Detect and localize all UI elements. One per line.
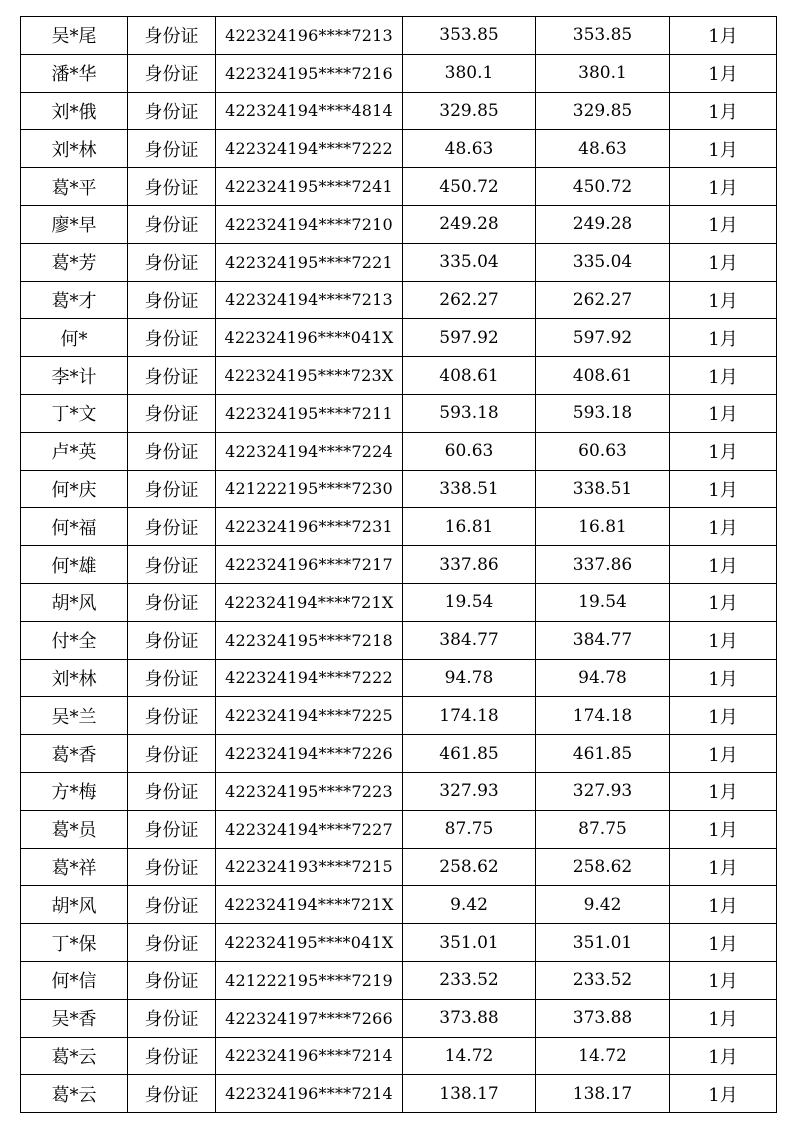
table-row <box>21 735 777 773</box>
amount-cell: 338.51 <box>403 470 536 508</box>
table-row <box>21 659 777 697</box>
id-number-cell: 422324196****7214 <box>216 1037 403 1075</box>
month-cell: 1月 <box>670 1037 777 1075</box>
amount-cell: 327.93 <box>403 772 536 810</box>
amount-cell: 373.88 <box>403 999 536 1037</box>
table-row <box>21 999 777 1037</box>
name-cell: 方*梅 <box>21 772 128 810</box>
amount-cell: 262.27 <box>403 281 536 319</box>
id-number-cell: 422324194****7222 <box>216 659 403 697</box>
amount-cell: 408.61 <box>403 357 536 395</box>
id-number-cell: 422324196****7217 <box>216 546 403 584</box>
name-cell: 刘*林 <box>21 659 128 697</box>
name-cell: 吴*香 <box>21 999 128 1037</box>
id-number-cell: 422324193****7215 <box>216 848 403 886</box>
name-cell: 葛*云 <box>21 1075 128 1113</box>
name-cell: 葛*云 <box>21 1037 128 1075</box>
amount-cell: 461.85 <box>403 735 536 773</box>
table-row <box>21 508 777 546</box>
month-cell: 1月 <box>670 357 777 395</box>
id-number-cell: 422324195****723X <box>216 357 403 395</box>
id-type-cell: 身份证 <box>128 508 216 546</box>
id-type-cell: 身份证 <box>128 697 216 735</box>
month-cell: 1月 <box>670 130 777 168</box>
month-cell: 1月 <box>670 810 777 848</box>
name-cell: 何*雄 <box>21 546 128 584</box>
table-row <box>21 697 777 735</box>
month-cell: 1月 <box>670 1075 777 1113</box>
table-row <box>21 961 777 999</box>
id-number-cell: 422324195****7241 <box>216 168 403 206</box>
month-cell: 1月 <box>670 54 777 92</box>
name-cell: 李*计 <box>21 357 128 395</box>
paid-amount-cell: 593.18 <box>536 394 670 432</box>
month-cell: 1月 <box>670 432 777 470</box>
name-cell: 吴*兰 <box>21 697 128 735</box>
table-row <box>21 1037 777 1075</box>
paid-amount-cell: 16.81 <box>536 508 670 546</box>
id-type-cell: 身份证 <box>128 886 216 924</box>
month-cell: 1月 <box>670 546 777 584</box>
id-number-cell: 422324195****7221 <box>216 243 403 281</box>
id-number-cell: 422324194****7224 <box>216 432 403 470</box>
id-type-cell: 身份证 <box>128 659 216 697</box>
name-cell: 何*福 <box>21 508 128 546</box>
id-type-cell: 身份证 <box>128 470 216 508</box>
id-type-cell: 身份证 <box>128 92 216 130</box>
id-type-cell: 身份证 <box>128 772 216 810</box>
paid-amount-cell: 380.1 <box>536 54 670 92</box>
name-cell: 卢*英 <box>21 432 128 470</box>
name-cell: 葛*祥 <box>21 848 128 886</box>
name-cell: 吴*尾 <box>21 17 128 55</box>
amount-cell: 9.42 <box>403 886 536 924</box>
month-cell: 1月 <box>670 508 777 546</box>
month-cell: 1月 <box>670 281 777 319</box>
month-cell: 1月 <box>670 92 777 130</box>
id-type-cell: 身份证 <box>128 546 216 584</box>
table-row <box>21 17 777 55</box>
id-type-cell: 身份证 <box>128 281 216 319</box>
id-type-cell: 身份证 <box>128 735 216 773</box>
month-cell: 1月 <box>670 621 777 659</box>
id-type-cell: 身份证 <box>128 1075 216 1113</box>
name-cell: 刘*林 <box>21 130 128 168</box>
paid-amount-cell: 14.72 <box>536 1037 670 1075</box>
id-number-cell: 422324195****7216 <box>216 54 403 92</box>
amount-cell: 48.63 <box>403 130 536 168</box>
table-row <box>21 281 777 319</box>
name-cell: 刘*俄 <box>21 92 128 130</box>
amount-cell: 233.52 <box>403 961 536 999</box>
id-number-cell: 422324195****7211 <box>216 394 403 432</box>
table-row <box>21 621 777 659</box>
amount-cell: 335.04 <box>403 243 536 281</box>
id-type-cell: 身份证 <box>128 319 216 357</box>
id-type-cell: 身份证 <box>128 1037 216 1075</box>
name-cell: 葛*员 <box>21 810 128 848</box>
name-cell: 葛*香 <box>21 735 128 773</box>
paid-amount-cell: 87.75 <box>536 810 670 848</box>
month-cell: 1月 <box>670 848 777 886</box>
id-type-cell: 身份证 <box>128 357 216 395</box>
paid-amount-cell: 48.63 <box>536 130 670 168</box>
id-type-cell: 身份证 <box>128 924 216 962</box>
paid-amount-cell: 338.51 <box>536 470 670 508</box>
amount-cell: 329.85 <box>403 92 536 130</box>
paid-amount-cell: 597.92 <box>536 319 670 357</box>
id-number-cell: 422324196****7214 <box>216 1075 403 1113</box>
month-cell: 1月 <box>670 394 777 432</box>
id-type-cell: 身份证 <box>128 961 216 999</box>
table-row <box>21 810 777 848</box>
month-cell: 1月 <box>670 243 777 281</box>
id-number-cell: 421222195****7219 <box>216 961 403 999</box>
month-cell: 1月 <box>670 659 777 697</box>
amount-cell: 353.85 <box>403 17 536 55</box>
paid-amount-cell: 329.85 <box>536 92 670 130</box>
name-cell: 付*全 <box>21 621 128 659</box>
name-cell: 丁*保 <box>21 924 128 962</box>
month-cell: 1月 <box>670 999 777 1037</box>
month-cell: 1月 <box>670 319 777 357</box>
paid-amount-cell: 337.86 <box>536 546 670 584</box>
id-type-cell: 身份证 <box>128 168 216 206</box>
id-number-cell: 422324194****7213 <box>216 281 403 319</box>
table-row <box>21 1075 777 1113</box>
amount-cell: 249.28 <box>403 205 536 243</box>
amount-cell: 174.18 <box>403 697 536 735</box>
id-number-cell: 422324196****7213 <box>216 17 403 55</box>
paid-amount-cell: 450.72 <box>536 168 670 206</box>
month-cell: 1月 <box>670 961 777 999</box>
name-cell: 何* <box>21 319 128 357</box>
amount-cell: 60.63 <box>403 432 536 470</box>
amount-cell: 258.62 <box>403 848 536 886</box>
paid-amount-cell: 384.77 <box>536 621 670 659</box>
amount-cell: 384.77 <box>403 621 536 659</box>
month-cell: 1月 <box>670 886 777 924</box>
month-cell: 1月 <box>670 470 777 508</box>
paid-amount-cell: 249.28 <box>536 205 670 243</box>
amount-cell: 351.01 <box>403 924 536 962</box>
table-row <box>21 54 777 92</box>
name-cell: 胡*风 <box>21 583 128 621</box>
name-cell: 廖*早 <box>21 205 128 243</box>
id-number-cell: 422324196****041X <box>216 319 403 357</box>
payroll-table <box>20 16 777 1113</box>
table-row <box>21 357 777 395</box>
month-cell: 1月 <box>670 168 777 206</box>
table-row <box>21 92 777 130</box>
id-type-cell: 身份证 <box>128 243 216 281</box>
table-row <box>21 432 777 470</box>
month-cell: 1月 <box>670 17 777 55</box>
id-type-cell: 身份证 <box>128 17 216 55</box>
amount-cell: 19.54 <box>403 583 536 621</box>
amount-cell: 380.1 <box>403 54 536 92</box>
id-type-cell: 身份证 <box>128 130 216 168</box>
table-row <box>21 924 777 962</box>
table-row <box>21 205 777 243</box>
table-row <box>21 243 777 281</box>
id-type-cell: 身份证 <box>128 621 216 659</box>
amount-cell: 94.78 <box>403 659 536 697</box>
table-row <box>21 470 777 508</box>
id-number-cell: 422324196****7231 <box>216 508 403 546</box>
table-row <box>21 394 777 432</box>
paid-amount-cell: 19.54 <box>536 583 670 621</box>
paid-amount-cell: 461.85 <box>536 735 670 773</box>
name-cell: 丁*文 <box>21 394 128 432</box>
id-number-cell: 422324195****7218 <box>216 621 403 659</box>
id-type-cell: 身份证 <box>128 205 216 243</box>
paid-amount-cell: 335.04 <box>536 243 670 281</box>
month-cell: 1月 <box>670 697 777 735</box>
table-row <box>21 583 777 621</box>
paid-amount-cell: 262.27 <box>536 281 670 319</box>
amount-cell: 87.75 <box>403 810 536 848</box>
name-cell: 葛*才 <box>21 281 128 319</box>
month-cell: 1月 <box>670 205 777 243</box>
paid-amount-cell: 258.62 <box>536 848 670 886</box>
id-type-cell: 身份证 <box>128 583 216 621</box>
amount-cell: 450.72 <box>403 168 536 206</box>
id-type-cell: 身份证 <box>128 848 216 886</box>
name-cell: 潘*华 <box>21 54 128 92</box>
amount-cell: 138.17 <box>403 1075 536 1113</box>
paid-amount-cell: 174.18 <box>536 697 670 735</box>
id-number-cell: 422324195****7223 <box>216 772 403 810</box>
table-row <box>21 130 777 168</box>
month-cell: 1月 <box>670 772 777 810</box>
amount-cell: 337.86 <box>403 546 536 584</box>
table-row <box>21 168 777 206</box>
paid-amount-cell: 94.78 <box>536 659 670 697</box>
month-cell: 1月 <box>670 583 777 621</box>
table-row <box>21 319 777 357</box>
paid-amount-cell: 373.88 <box>536 999 670 1037</box>
id-number-cell: 422324194****7225 <box>216 697 403 735</box>
amount-cell: 16.81 <box>403 508 536 546</box>
paid-amount-cell: 138.17 <box>536 1075 670 1113</box>
month-cell: 1月 <box>670 924 777 962</box>
id-number-cell: 422324194****7226 <box>216 735 403 773</box>
id-number-cell: 422324194****7210 <box>216 205 403 243</box>
id-number-cell: 422324194****7227 <box>216 810 403 848</box>
id-type-cell: 身份证 <box>128 810 216 848</box>
name-cell: 何*信 <box>21 961 128 999</box>
id-number-cell: 422324194****721X <box>216 886 403 924</box>
paid-amount-cell: 327.93 <box>536 772 670 810</box>
name-cell: 何*庆 <box>21 470 128 508</box>
table-row <box>21 546 777 584</box>
paid-amount-cell: 233.52 <box>536 961 670 999</box>
id-number-cell: 422324195****041X <box>216 924 403 962</box>
table-row <box>21 886 777 924</box>
id-type-cell: 身份证 <box>128 432 216 470</box>
paid-amount-cell: 408.61 <box>536 357 670 395</box>
table-body <box>21 17 777 1113</box>
amount-cell: 597.92 <box>403 319 536 357</box>
id-number-cell: 422324194****721X <box>216 583 403 621</box>
amount-cell: 14.72 <box>403 1037 536 1075</box>
month-cell: 1月 <box>670 735 777 773</box>
paid-amount-cell: 353.85 <box>536 17 670 55</box>
id-type-cell: 身份证 <box>128 54 216 92</box>
id-number-cell: 422324194****4814 <box>216 92 403 130</box>
id-number-cell: 421222195****7230 <box>216 470 403 508</box>
name-cell: 葛*芳 <box>21 243 128 281</box>
paid-amount-cell: 60.63 <box>536 432 670 470</box>
id-number-cell: 422324194****7222 <box>216 130 403 168</box>
paid-amount-cell: 9.42 <box>536 886 670 924</box>
name-cell: 胡*风 <box>21 886 128 924</box>
table-row <box>21 772 777 810</box>
paid-amount-cell: 351.01 <box>536 924 670 962</box>
table-row <box>21 848 777 886</box>
id-type-cell: 身份证 <box>128 394 216 432</box>
id-type-cell: 身份证 <box>128 999 216 1037</box>
name-cell: 葛*平 <box>21 168 128 206</box>
amount-cell: 593.18 <box>403 394 536 432</box>
id-number-cell: 422324197****7266 <box>216 999 403 1037</box>
